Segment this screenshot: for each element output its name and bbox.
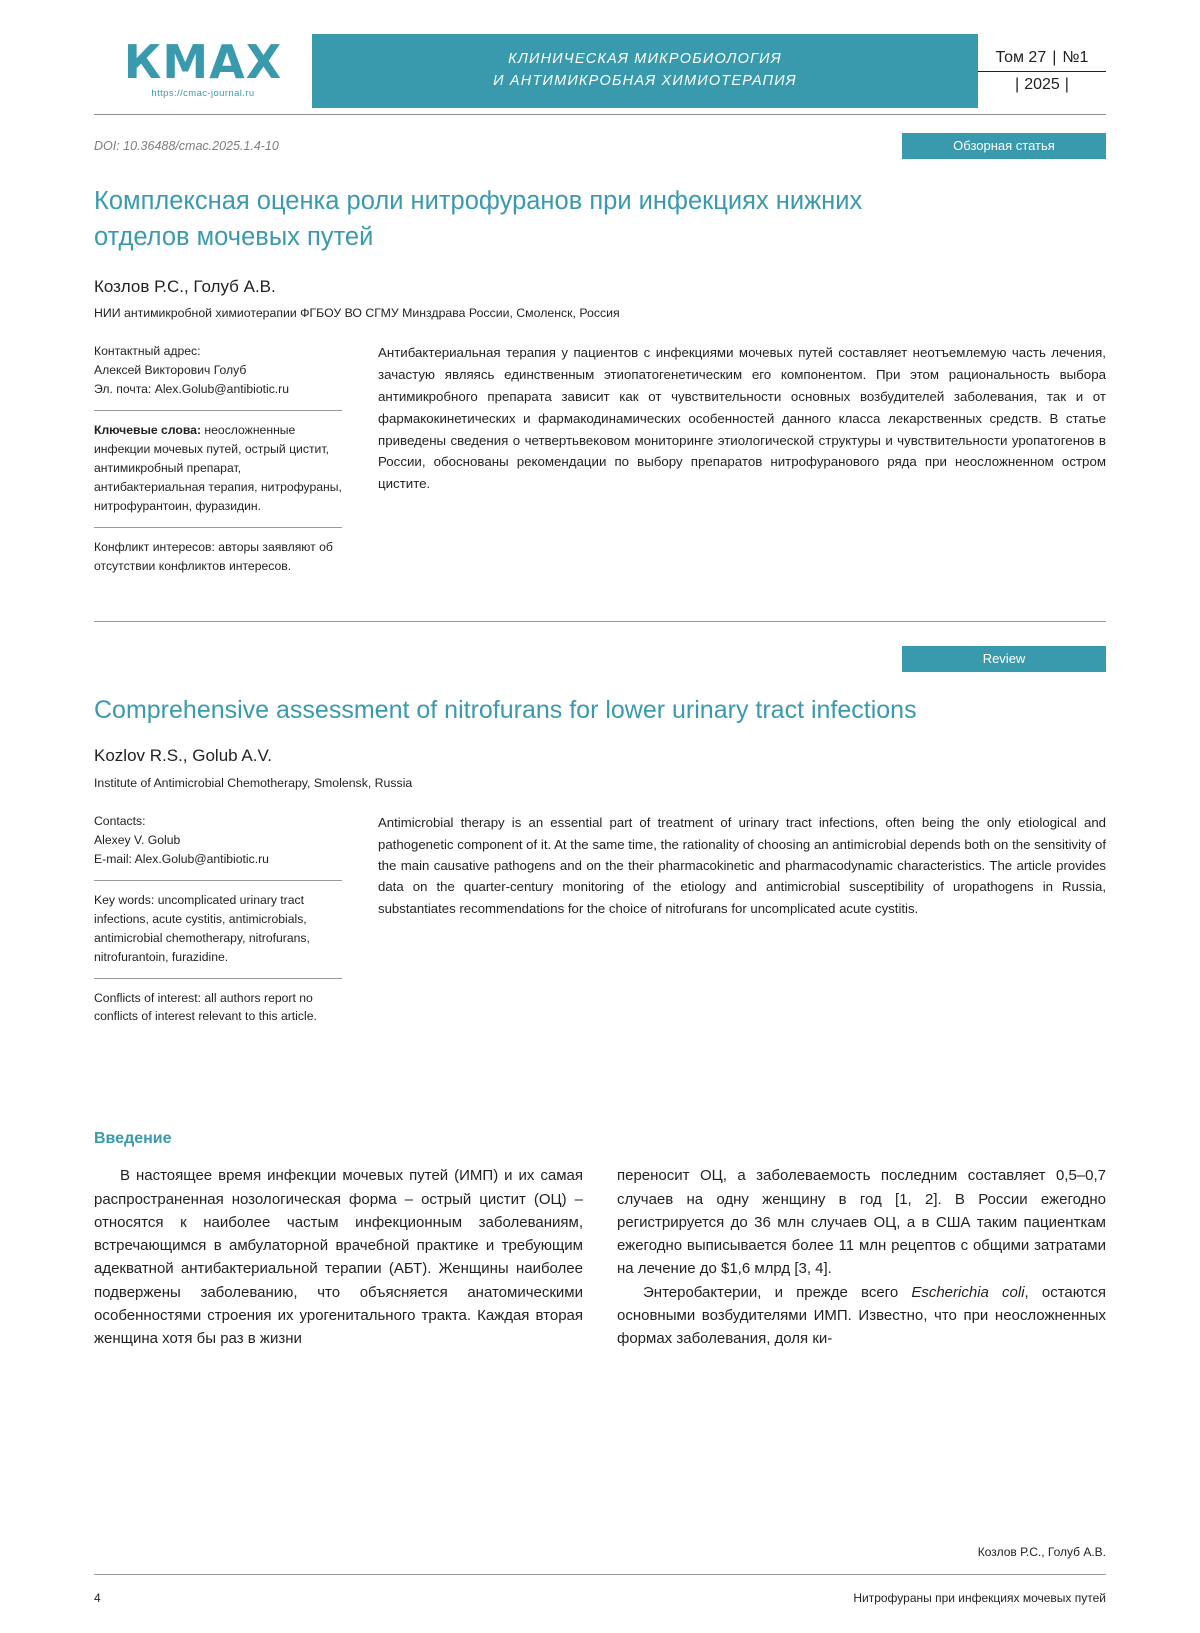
article-title-en: Comprehensive assessment of nitrofurans for lower urinary tract infections <box>94 696 917 725</box>
article-authors-en: Kozlov R.S., Golub A.V. <box>94 746 272 766</box>
contact-email-ru[interactable]: Эл. почта: Alex.Golub@antibiotic.ru <box>94 382 290 397</box>
footer-divider <box>94 1574 1106 1575</box>
contact-label-ru: Контактный адрес: <box>94 344 201 359</box>
body-column-left <box>94 1164 583 1350</box>
keywords-label-ru: Ключевые слова: <box>94 423 202 438</box>
contact-block-en <box>94 812 342 869</box>
doi-text[interactable]: DOI: 10.36488/cmac.2025.1.4-10 <box>94 139 279 153</box>
issue-separator-1: | <box>1052 48 1057 66</box>
doi-row <box>94 133 1106 159</box>
keywords-block-en <box>94 891 342 967</box>
article-type-row-en <box>94 646 1106 672</box>
body-column-right <box>617 1164 1106 1350</box>
contact-name-en: Alexey V. Golub <box>94 833 181 848</box>
journal-logo <box>94 34 312 108</box>
journal-logo-text: КМАХ <box>123 35 283 89</box>
species-name-escherichia-coli: Escherichia coli <box>911 1283 1025 1301</box>
article-info-row-ru <box>94 342 1106 575</box>
issue-info <box>978 34 1106 108</box>
conflict-of-interest-en: Conflicts of interest: all authors report no conflicts of interest relevant to this article. <box>94 990 317 1024</box>
issue-number: №1 <box>1062 48 1089 66</box>
contact-email-en[interactable]: E-mail: Alex.Golub@antibiotic.ru <box>94 852 269 867</box>
issue-separator-2: | <box>1015 75 1020 93</box>
body-paragraph-2: переносит ОЦ, а заболеваемость последним составляет 0,5–0,7 случаев на одну женщину в год [1, 2]. В России ежегодно регистрируется до 36 млн случаев ОЦ, а в США таким пациенткам ежегодно выписывается более 11 млн рецептов с общими затратами на лечение до $1,6 млрд [3, 4]. <box>617 1167 1106 1278</box>
contact-label-en: Contacts: <box>94 814 146 829</box>
article-info-row-en <box>94 812 1106 1026</box>
keywords-text-en: uncomplicated urinary tract infections, acute cystitis, antimicrobials, antimicrobial chemotherapy, nitrofurans, nitrofurantoin, furazidine. <box>94 892 310 964</box>
sidebar-divider-en-2 <box>94 978 342 979</box>
sidebar-ru <box>94 342 342 575</box>
abstract-en: Antimicrobial therapy is an essential part of treatment of urinary tract infections, often being the only etiological and pathogenetic component of it. At the same time, the rationality of choosing an antimicrobial depends both on the sensitivity of the main causative pathogens and on the their pharmacokinetic and pharmacodynamic characteristics. The article provides data on the quarter-century monitoring of the etiology and antimicrobial susceptibility of uropathogens in Russia, substantiates recommendations for the choice of nitrofurans for uncomplicated acute cystitis. <box>378 815 1106 916</box>
language-section-divider <box>94 621 1106 622</box>
article-type-badge-en: Review <box>902 646 1106 672</box>
abstract-ru: Антибактериальная терапия у пациентов с инфекциями мочевых путей составляет неотъемлемую часть лечения, зачастую являясь единственным этиопатогенетическим его компонентом. При этом рациональность выбора антимикробного препарата зависит как от чувствительности основных возбудителей заболевания, так и от фармакокинетических и фармакодинамических особенностей данного класса лекарственных средств. В статье приведены сведения о четвертьвековом мониторинге этиологической структуры и чувствительности уропатогенов в России, обоснованы рекомендации по выбору препаратов нитрофуранового ряда при неосложненном остром цистите. <box>378 345 1106 492</box>
journal-name-line-1: КЛИНИЧЕСКАЯ МИКРОБИОЛОГИЯ <box>508 51 782 68</box>
body-columns <box>94 1164 1106 1350</box>
sidebar-en <box>94 812 342 1026</box>
page-number: 4 <box>94 1591 101 1605</box>
sidebar-divider-ru-2 <box>94 527 342 528</box>
body-paragraph-1: В настоящее время инфекции мочевых путей (ИМП) и их самая распространенная нозологическая форма – острый цистит (ОЦ) – относятся к наиболее частым инфекционным заболеваниям, встречающимся в амбулаторной врачебной практике и требующим адекватной антибактериальной терапии (АБТ). Женщины наиболее подвержены заболеванию, что объясняется анатомическими особенностями строения их урогенитального тракта. Каждая вторая женщина хотя бы раз в жизни <box>94 1167 583 1348</box>
journal-name-banner <box>312 34 978 108</box>
journal-name-line-2: И АНТИМИКРОБНАЯ ХИМИОТЕРАПИЯ <box>493 73 797 89</box>
issue-year-row <box>978 71 1106 94</box>
journal-article-page <box>0 34 1200 1633</box>
masthead <box>94 34 1106 108</box>
issue-year: 2025 <box>1024 75 1060 93</box>
section-heading-introduction: Введение <box>94 1130 172 1148</box>
contact-block-ru <box>94 342 342 399</box>
article-title-ru: Комплексная оценка роли нитрофуранов при инфекциях нижних отделов мочевых путей <box>94 187 863 252</box>
issue-separator-3: | <box>1064 75 1069 93</box>
sidebar-divider-en-1 <box>94 880 342 881</box>
article-affiliation-en: Institute of Antimicrobial Chemotherapy, Smolensk, Russia <box>94 776 413 791</box>
issue-volume-row <box>996 49 1089 71</box>
keywords-label-en: Key words: <box>94 892 155 907</box>
issue-volume: Том 27 <box>995 48 1047 66</box>
conflict-of-interest-ru: Конфликт интересов: авторы заявляют об отсутствии конфликтов интересов. <box>94 539 333 573</box>
body-paragraph-3-post: , остаются основными возбудителями ИМП. Известно, что при неосложненных формах заболевания, доля ки- <box>617 1283 1106 1348</box>
body-paragraph-3 <box>617 1281 1106 1351</box>
sidebar-divider-ru-1 <box>94 410 342 411</box>
keywords-block-ru <box>94 421 342 516</box>
running-title: Нитрофураны при инфекциях мочевых путей <box>853 1591 1106 1605</box>
journal-logo-url: https://cmac-journal.ru <box>151 88 255 99</box>
masthead-divider <box>94 114 1106 115</box>
contact-name-ru: Алексей Викторович Голуб <box>94 363 247 378</box>
article-authors-ru: Козлов Р.С., Голуб А.В. <box>94 277 276 297</box>
article-type-badge-ru: Обзорная статья <box>902 133 1106 159</box>
footer-row <box>94 1591 1106 1605</box>
article-affiliation-ru: НИИ антимикробной химиотерапии ФГБОУ ВО СГМУ Минздрава России, Смоленск, Россия <box>94 306 620 321</box>
body-paragraph-3-pre: Энтеробактерии, и прежде всего <box>643 1283 912 1301</box>
footer-authors: Козлов Р.С., Голуб А.В. <box>977 1545 1106 1559</box>
keywords-text-ru: неосложненные инфекции мочевых путей, острый цистит, антимикробный препарат, антибактериальная терапия, нитрофураны, нитрофурантоин, фуразидин. <box>94 423 342 513</box>
